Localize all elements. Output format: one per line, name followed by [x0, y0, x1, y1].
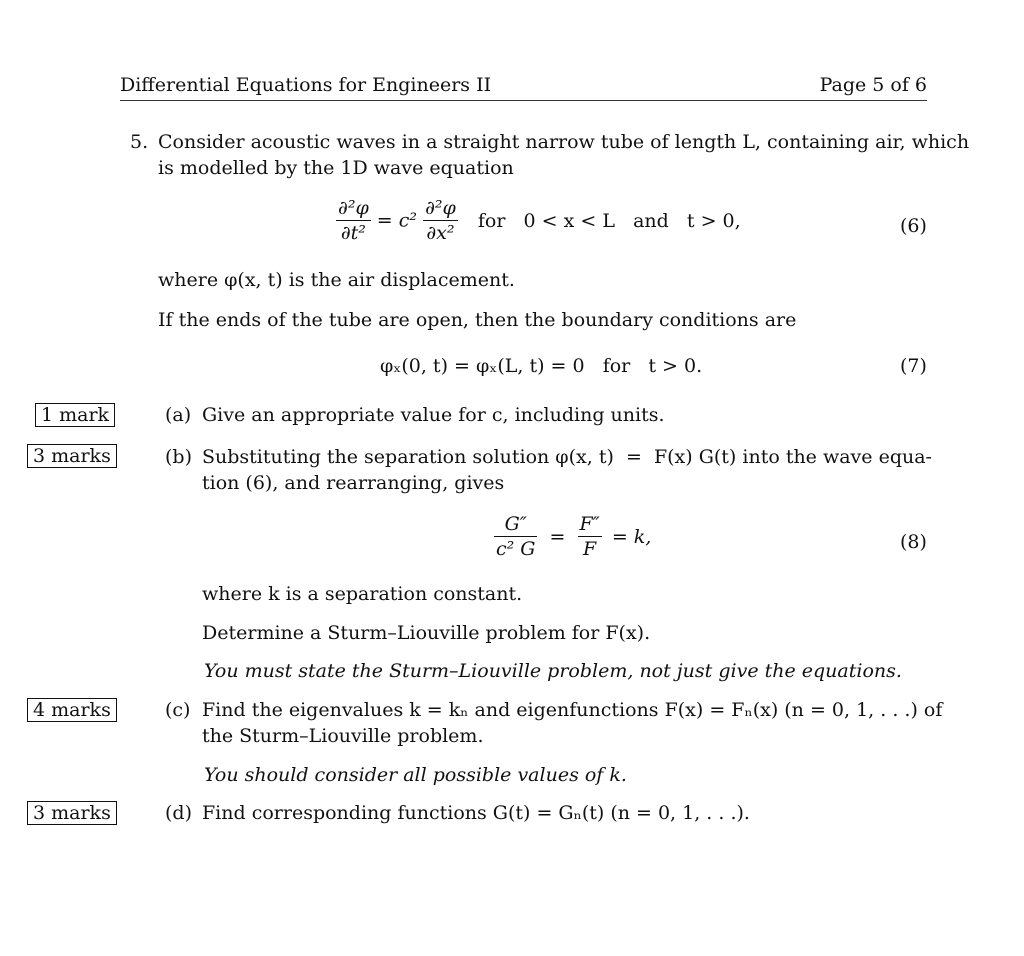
page-header — [120, 72, 927, 101]
part-b-line2: tion (6), and rearranging, gives — [202, 472, 505, 494]
eq8-right-den: F — [578, 536, 602, 561]
marks-badge-b: 3 marks — [27, 444, 117, 468]
determine-sl: Determine a Sturm–Liouville problem for F(x). — [202, 622, 651, 644]
question-intro-line1: Consider acoustic waves in a straight narrow tube of length L, containing air, which — [158, 131, 970, 153]
part-b-note: You must state the Sturm–Liouville problem, not just give the equations. — [204, 660, 902, 682]
eq6-rhs-num: ∂²φ — [425, 197, 456, 219]
eq8-left-num: G″ — [504, 513, 527, 535]
eq8-end: = k, — [611, 525, 652, 548]
eq7-number: (7) — [900, 355, 927, 377]
part-d-text: Find corresponding functions G(t) = Gₙ(t) (n = 0, 1, . . .). — [202, 802, 750, 824]
part-c-note: You should consider all possible values of k. — [204, 764, 627, 786]
eq8-right-num: F″ — [579, 513, 600, 535]
part-a-text: Give an appropriate value for c, including units. — [202, 404, 665, 426]
part-a-label: (a) — [165, 404, 192, 426]
course-title: Differential Equations for Engineers II — [120, 74, 492, 96]
part-c-label: (c) — [165, 699, 191, 721]
equation-8 — [494, 512, 651, 561]
eq8-right-fraction — [578, 512, 602, 561]
page-number: Page 5 of 6 — [819, 74, 927, 96]
marks-badge-d: 3 marks — [27, 801, 117, 825]
eq6-lhs-num: ∂²φ — [338, 197, 369, 219]
part-c-line2: the Sturm–Liouville problem. — [202, 725, 484, 747]
eq6-equals-c2: = c² — [376, 209, 418, 232]
eq6-condition: for 0 < x < L and t > 0, — [477, 209, 741, 232]
part-c-line1: Find the eigenvalues k = kₙ and eigenfunctions F(x) = Fₙ(x) (n = 0, 1, . . .) of — [202, 699, 943, 721]
equation-7: φₓ(0, t) = φₓ(L, t) = 0 for t > 0. — [380, 355, 703, 377]
where-k: where k is a separation constant. — [202, 583, 523, 605]
marks-badge-a: 1 mark — [35, 403, 115, 427]
question-intro-line2: is modelled by the 1D wave equation — [158, 157, 514, 179]
eq6-lhs-fraction — [336, 196, 371, 245]
where-phi: where φ(x, t) is the air displacement. — [158, 269, 515, 291]
part-b-label: (b) — [165, 446, 192, 468]
eq8-left-den: c² G — [496, 538, 536, 560]
eq8-left-fraction — [494, 512, 537, 561]
equation-6 — [336, 196, 741, 245]
eq6-rhs-fraction — [423, 196, 458, 245]
eq6-number: (6) — [900, 215, 927, 237]
marks-badge-c: 4 marks — [27, 698, 117, 722]
eq6-lhs-den: ∂t² — [336, 220, 371, 245]
question-number: 5. — [130, 131, 149, 153]
eq8-equals: = — [549, 525, 566, 548]
eq6-rhs-den: ∂x² — [423, 220, 458, 245]
part-b-line1: Substituting the separation solution φ(x, t) = F(x) G(t) into the wave equa- — [202, 446, 932, 468]
part-d-label: (d) — [165, 802, 192, 824]
eq8-number: (8) — [900, 531, 927, 553]
ends-open: If the ends of the tube are open, then the boundary conditions are — [158, 309, 797, 331]
